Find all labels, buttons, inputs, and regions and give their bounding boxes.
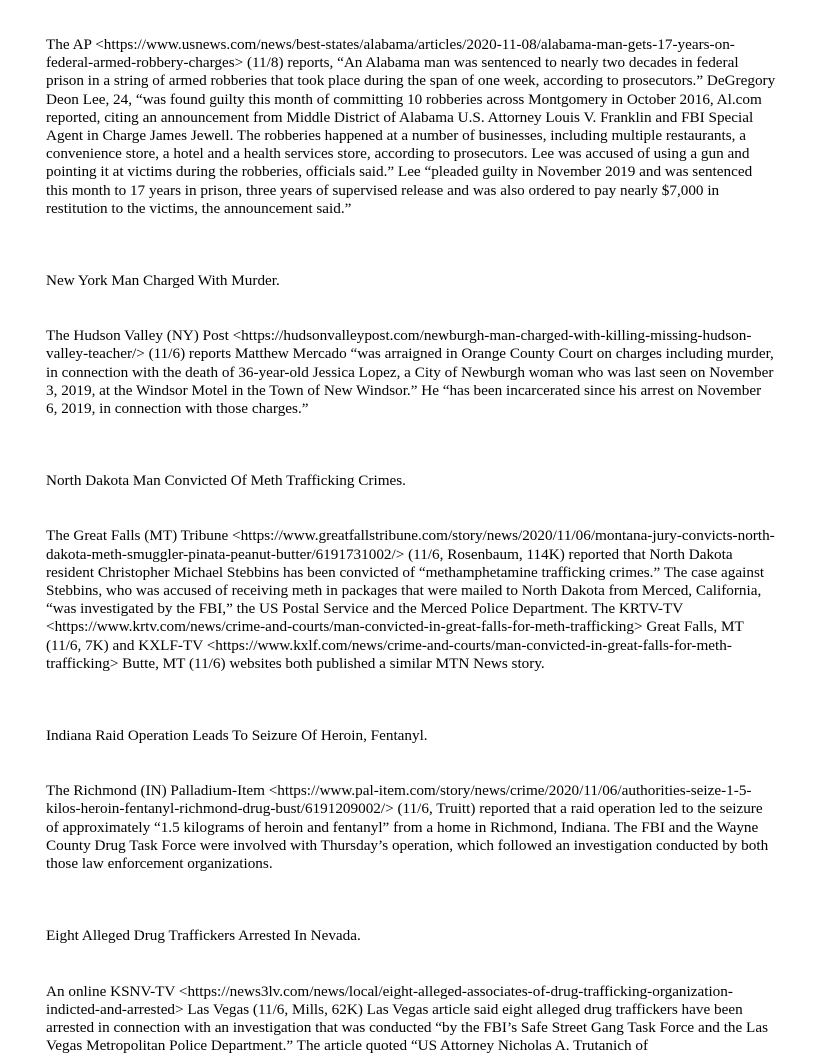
document-page xyxy=(46,36,776,1055)
article-paragraph-in-raid: The Richmond (IN) Palladium-Item <https://www.pal-item.com/story/news/crime/2020/11/06/authorities-seize-1-5-kilos-heroin-fentanyl-richmond-drug-bust/6191209002/> (11/6, Truitt) reported that a raid operation led to the seizure of approximately “1.5 kilograms of heroin and fentanyl” from a home in Richmond, Indiana. The FBI and the Wayne County Drug Task Force were involved with Thursday’s operation, which followed an investigation conducted by both those law enforcement organizations. xyxy=(46,782,769,873)
article-heading-in-raid: Indiana Raid Operation Leads To Seizure Of Heroin, Fentanyl. xyxy=(46,727,428,745)
article-paragraph-al-robbery: The AP <https://www.usnews.com/news/best-states/alabama/articles/2020-11-08/alabama-man-gets-17-years-on-federal-armed-robbery-charges> (11/8) reports, “An Alabama man was sentenced to nearly two decades in federal prison in a string of armed robberies that took place during the span of one week, according to prosecutors.” DeGregory Deon Lee, 24, “was found guilty this month of committing 10 robberies across Montgomery in October 2016, Al.com reported, citing an announcement from Middle District of Alabama U.S. Attorney Louis V. Franklin and FBI Special Agent in Charge James Jewell. The robberies happened at a number of businesses, including multiple restaurants, a convenience store, a hotel and a health services store, according to prosecutors. Lee was accused of using a gun and pointing it at victims during the robberies, officials said.” Lee “pleaded guilty in November 2019 and was sentenced this month to 17 years in prison, three years of supervised release and was also ordered to pay nearly $7,000 in restitution to the victims, the announcement said.” xyxy=(46,36,776,217)
article-paragraph-nd-meth: The Great Falls (MT) Tribune <https://www.greatfallstribune.com/story/news/2020/11/06/montana-jury-convicts-north-dakota-meth-smuggler-pinata-peanut-butter/6191731002/> (11/6, Rosenbaum, 114K) reported that North Dakota resident Christopher Michael Stebbins has been convicted of “methamphetamine trafficking crimes.” The case against Stebbins, who was accused of receiving meth in packages that were mailed to North Dakota from Merced, California, “was investigated by the FBI,” the US Postal Service and the Merced Police Department. The KRTV-TV <https://www.krtv.com/news/crime-and-courts/man-convicted-in-great-falls-for-meth-trafficking> Great Falls, MT (11/6, 7K) and KXLF-TV <https://www.kxlf.com/news/crime-and-courts/man-convicted-in-great-falls-for-meth-trafficking> Butte, MT (11/6) websites both published a similar MTN News story. xyxy=(46,527,775,672)
article-heading-nd-meth: North Dakota Man Convicted Of Meth Trafficking Crimes. xyxy=(46,472,406,490)
article-paragraph-ny-murder: The Hudson Valley (NY) Post <https://hudsonvalleypost.com/newburgh-man-charged-with-killing-missing-hudson-valley-teacher/> (11/6) reports Matthew Mercado “was arraigned in Orange County Court on charges including murder, in connection with the death of 36-year-old Jessica Lopez, a City of Newburgh woman who was last seen on November 3, 2019, at the Windsor Motel in the Town of New Windsor.” He “has been incarcerated since his arrest on November 6, 2019, in connection with those charges.” xyxy=(46,327,774,418)
article-paragraph-nv-arrests: An online KSNV-TV <https://news3lv.com/news/local/eight-alleged-associates-of-drug-trafficking-organization-indicted-and-arrested> Las Vegas (11/6, Mills, 62K) Las Vegas article said eight alleged drug traffickers have been arrested in connection with an investigation that was conducted “by the FBI’s Safe Street Gang Task Force and the Las Vegas Metropolitan Police Department.” The article quoted “US Attorney Nicholas A. Trutanich of xyxy=(46,982,768,1055)
article-heading-nv-arrests: Eight Alleged Drug Traffickers Arrested In Nevada. xyxy=(46,927,361,945)
article-heading-ny-murder: New York Man Charged With Murder. xyxy=(46,272,280,290)
